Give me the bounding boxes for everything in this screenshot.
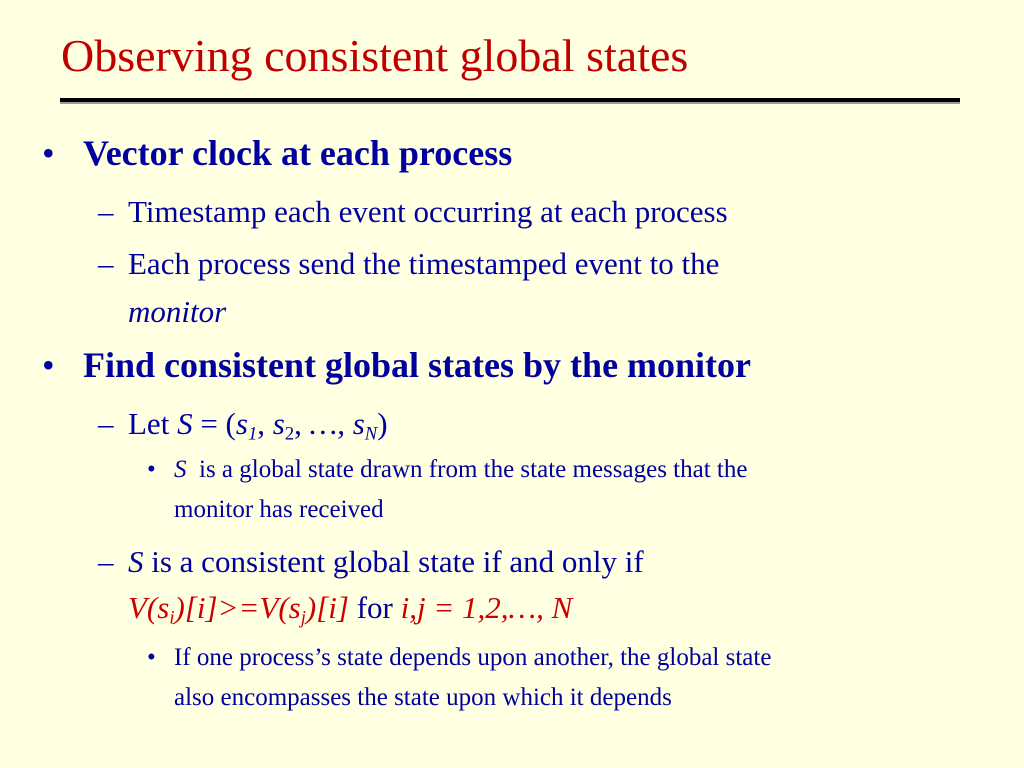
dash-marker: – <box>98 544 114 579</box>
var-S: S <box>174 456 187 483</box>
var-s: s <box>352 406 365 441</box>
subscript: 2 <box>284 423 295 445</box>
sub-bullet-consistency: S is a consistent global state if and only if <box>128 544 644 579</box>
bullet-marker: • <box>147 456 156 483</box>
var-S: S <box>128 544 144 579</box>
sub-bullet-send-event: Each process send the timestamped event to the <box>128 246 720 281</box>
bullet-find-consistent: Find consistent global states by the monitor <box>83 345 752 385</box>
bullet-marker: • <box>147 644 156 671</box>
equals-open: = ( <box>200 406 236 441</box>
subscript: N <box>364 423 378 445</box>
index-range: i,j = 1,2,…, N <box>400 590 573 625</box>
bullet-marker: • <box>42 133 55 173</box>
dash-marker: – <box>98 246 114 281</box>
let-word: Let <box>128 406 170 441</box>
sub-bullet-send-event-cont <box>128 294 226 330</box>
monitor-term: monitor <box>128 294 227 329</box>
title-underline-shadow <box>60 102 960 104</box>
for-word: for <box>356 590 393 625</box>
close-paren: ) <box>377 406 388 441</box>
sub-bullet-let-s: Let $S = (s_1$, $s_2$, …, $s_N$) <box>128 406 388 445</box>
var-s: s <box>272 406 285 441</box>
var-s: s <box>235 406 248 441</box>
bullet-marker: • <box>42 345 55 385</box>
subscript: 1 <box>247 423 258 445</box>
formula: $V(s_i)[i]>=V(s_j)[i]$ <box>128 590 349 629</box>
tertiary-global-state: S is a global state drawn from the state messages that the <box>174 456 748 483</box>
dash-marker: – <box>98 194 114 229</box>
tertiary-global-state-cont: monitor has received <box>174 496 384 523</box>
consistency-formula <box>128 590 573 629</box>
ellipsis: …, <box>309 406 345 441</box>
var-S: S <box>177 406 193 441</box>
tertiary-dependency-cont: also encompasses the state upon which it depends <box>174 684 672 711</box>
dash-marker: – <box>98 406 114 441</box>
sub-bullet-timestamp: Timestamp each event occurring at each process <box>128 194 728 229</box>
tertiary-dependency: If one process’s state depends upon another, the global state <box>174 644 772 671</box>
bullet-vector-clock: Vector clock at each process <box>83 133 513 173</box>
slide-title: Observing consistent global states <box>61 30 689 81</box>
